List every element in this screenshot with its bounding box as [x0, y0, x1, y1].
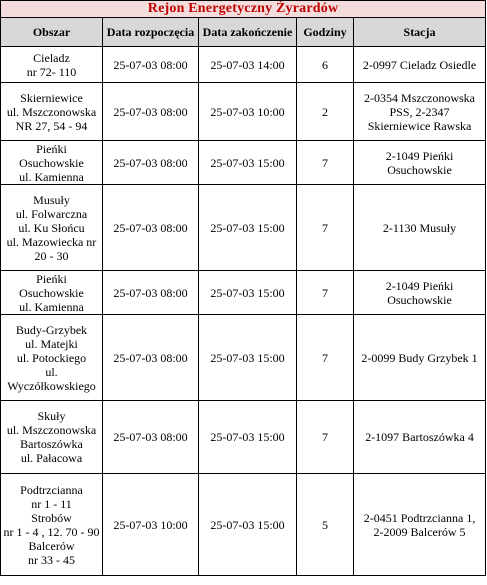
station-cell-line: PSS, 2-2347 — [389, 104, 450, 119]
area-cell — [1, 47, 103, 83]
header-end: Data zakończenie — [199, 18, 297, 47]
area-cell — [1, 401, 103, 474]
station-cell-line: 2-0099 Budy Grzybek 1 — [361, 350, 478, 365]
station-cell — [354, 315, 486, 401]
hours-cell: 7 — [297, 271, 354, 315]
table-row — [1, 474, 486, 576]
table-row — [1, 401, 486, 474]
start-date-cell: 25-07-03 10:00 — [103, 474, 199, 576]
start-date-cell: 25-07-03 08:00 — [103, 83, 199, 141]
header-row — [1, 18, 486, 47]
station-cell-line: 2-1130 Musuły — [382, 220, 457, 235]
area-cell — [1, 271, 103, 315]
station-cell — [354, 474, 486, 576]
table-row — [1, 83, 486, 141]
end-date-cell: 25-07-03 14:00 — [199, 47, 297, 83]
table-row — [1, 47, 486, 83]
station-cell — [354, 47, 486, 83]
region-title: Rejon Energetyczny Żyrardów — [1, 1, 486, 18]
area-cell-line: Strobów — [31, 510, 72, 525]
station-cell-line: 2-0451 Podtrzcianna 1, — [363, 510, 476, 525]
area-cell-line: Osuchowskie — [19, 285, 84, 300]
hours-cell: 7 — [297, 401, 354, 474]
table-row — [1, 185, 486, 271]
end-date-cell: 25-07-03 15:00 — [199, 474, 297, 576]
station-cell — [354, 83, 486, 141]
area-cell-line: NR 27, 54 - 94 — [15, 118, 88, 133]
area-cell-line: Skuły — [37, 409, 66, 423]
title-row — [1, 1, 486, 18]
header-station: Stacja — [354, 18, 486, 47]
area-cell — [1, 315, 103, 401]
header-hours: Godziny — [297, 18, 354, 47]
area-cell — [1, 474, 103, 576]
hours-cell: 2 — [297, 83, 354, 141]
hours-cell: 7 — [297, 315, 354, 401]
end-date-cell: 25-07-03 15:00 — [199, 141, 297, 185]
area-cell-line: ul. Mszczonowska — [6, 423, 97, 437]
station-cell-line: 2-1049 Pieńki — [385, 148, 454, 163]
hours-cell: 7 — [297, 141, 354, 185]
start-date-cell: 25-07-03 08:00 — [103, 47, 199, 83]
station-cell — [354, 185, 486, 271]
area-cell-line: Bartoszówka — [20, 437, 83, 451]
area-cell-line: ul. Kamienna — [19, 169, 84, 184]
station-cell-line: 2-0997 Cieladz Osiedle — [362, 57, 477, 72]
area-cell-line: ul. Mazowiecka nr — [6, 234, 97, 249]
table-body — [1, 47, 486, 576]
area-cell-line: Osuchowskie — [19, 155, 84, 170]
hours-cell: 7 — [297, 185, 354, 271]
end-date-cell: 25-07-03 15:00 — [199, 271, 297, 315]
header-start: Data rozpoczęcia — [103, 18, 199, 47]
area-cell-line: Pieńki — [36, 271, 67, 286]
table-row — [1, 315, 486, 401]
hours-cell: 6 — [297, 47, 354, 83]
area-cell-line: nr 1 - 11 — [31, 496, 72, 511]
area-cell-line: ul. Ku Słońcu — [18, 220, 85, 235]
area-cell-line: Budy-Grzybek — [15, 322, 88, 337]
start-date-cell: 25-07-03 08:00 — [103, 271, 199, 315]
station-cell-line: 2-2009 Balcerów 5 — [373, 524, 466, 539]
start-date-cell: 25-07-03 08:00 — [103, 185, 199, 271]
station-cell — [354, 401, 486, 474]
area-cell-line: ul. Kamienna — [19, 299, 84, 314]
start-date-cell: 25-07-03 08:00 — [103, 315, 199, 401]
station-cell-line: Osuchowskie — [387, 162, 452, 177]
area-cell-line: Pieńki — [36, 141, 67, 156]
end-date-cell: 25-07-03 15:00 — [199, 185, 297, 271]
area-cell-line: Cieladz — [33, 50, 70, 65]
station-cell-line: Skierniewice Rawska — [367, 118, 472, 133]
station-cell-line: 2-0354 Mszczonowska — [364, 90, 476, 105]
header-area: Obszar — [1, 18, 103, 47]
area-cell-line: Balcerów — [28, 538, 75, 553]
station-cell — [354, 141, 486, 185]
start-date-cell: 25-07-03 08:00 — [103, 141, 199, 185]
area-cell-line: nr 33 - 45 — [28, 552, 75, 567]
station-cell — [354, 271, 486, 315]
area-cell-line: ul. Mszczonowska — [6, 104, 97, 119]
area-cell-line: ul. Potockiego — [16, 350, 87, 365]
table-row — [1, 271, 486, 315]
station-cell-line: 2-1097 Bartoszówka 4 — [365, 430, 474, 444]
area-cell-line: ul. Matejki — [25, 336, 78, 351]
area-cell-line: Wyczółkowskiego — [7, 378, 96, 393]
area-cell-line: ul. Pałacowa — [20, 451, 83, 465]
area-cell-line: Podtrzcianna — [20, 482, 83, 497]
area-cell-line: 20 - 30 — [34, 248, 69, 263]
end-date-cell: 25-07-03 10:00 — [199, 83, 297, 141]
area-cell-line: ul. Folwarczna — [15, 206, 88, 221]
end-date-cell: 25-07-03 15:00 — [199, 401, 297, 474]
start-date-cell: 25-07-03 08:00 — [103, 401, 199, 474]
station-cell-line: Osuchowskie — [387, 292, 452, 307]
area-cell — [1, 185, 103, 271]
station-cell-line: 2-1049 Pieńki — [385, 278, 454, 293]
end-date-cell: 25-07-03 15:00 — [199, 315, 297, 401]
area-cell — [1, 83, 103, 141]
table-row — [1, 141, 486, 185]
area-cell — [1, 141, 103, 185]
area-cell-line: ul. — [45, 364, 58, 379]
area-cell-line: Skierniewice — [20, 90, 83, 105]
area-cell-line: nr 72- 110 — [26, 64, 77, 79]
hours-cell: 5 — [297, 474, 354, 576]
area-cell-line: nr 1 - 4 , 12. 70 - 90 — [3, 524, 100, 539]
area-cell-line: Musuły — [33, 192, 70, 207]
